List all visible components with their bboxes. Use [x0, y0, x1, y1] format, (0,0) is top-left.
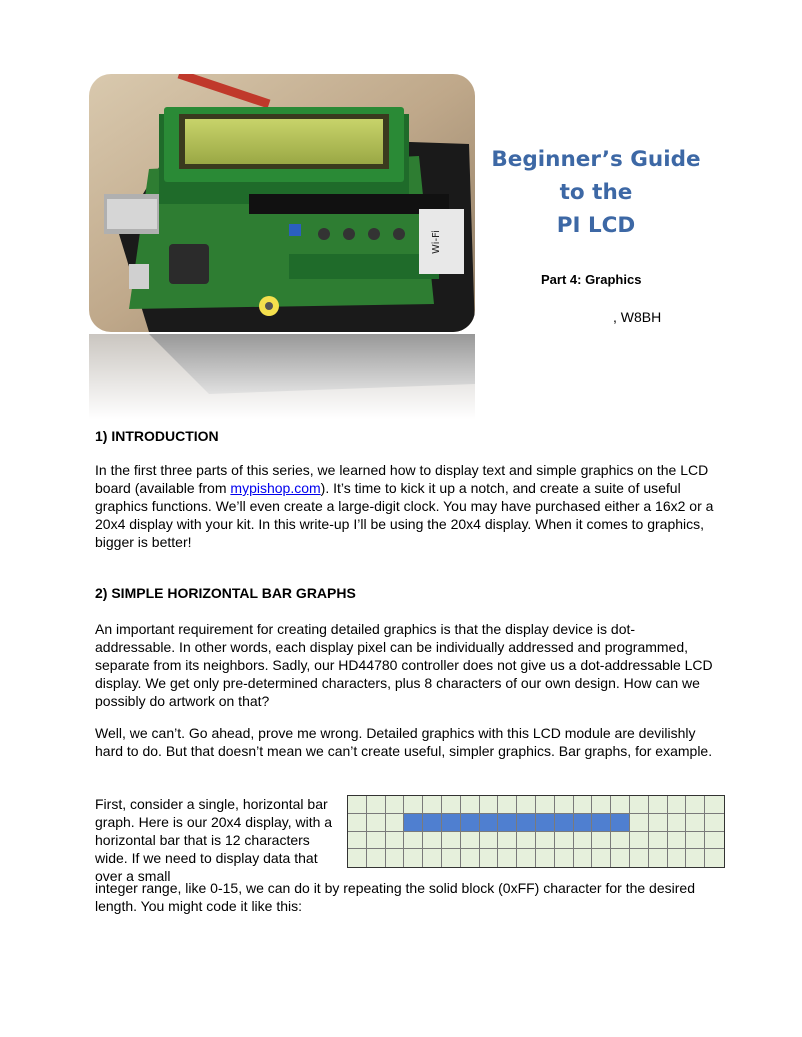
lcd-bar-cell: [611, 814, 630, 832]
lcd-cell: [461, 849, 480, 867]
lcd-cell: [592, 832, 611, 850]
lcd-cell: [480, 849, 499, 867]
lcd-cell: [442, 796, 461, 814]
lcd-cell: [649, 814, 668, 832]
lcd-cell: [367, 849, 386, 867]
lcd-bar-cell: [517, 814, 536, 832]
lcd-cell: [498, 832, 517, 850]
lcd-cell: [442, 849, 461, 867]
lcd-cell: [404, 796, 423, 814]
intro-text-after-link: ). It’s time to kick it up a notch, and create a suite of useful graphics functions. We’ll even create a large-digit clock. You may have purchased either a 16x2 or a 20x4 display with your kit. In this write-up I’ll be using the 20x4 display. When it comes to graphics, bigger is better!: [95, 480, 714, 550]
lcd-cell: [480, 832, 499, 850]
lcd-cell: [668, 832, 687, 850]
title-line-2: to the: [559, 180, 633, 205]
lcd-cell: [348, 814, 367, 832]
lcd-bar-cell: [498, 814, 517, 832]
lcd-cell: [649, 849, 668, 867]
intro-paragraph: [95, 461, 715, 551]
lcd-bar-cell: [461, 814, 480, 832]
lcd-bar-cell: [480, 814, 499, 832]
lcd-cell: [536, 849, 555, 867]
lcd-cell: [630, 814, 649, 832]
raspberry-pi-lcd-photo: [89, 74, 475, 332]
lcd-cell: [705, 814, 724, 832]
lcd-bar-cell: [442, 814, 461, 832]
wifi-dongle-label: Wi-Fi: [431, 230, 442, 254]
lcd-cell: [705, 796, 724, 814]
lcd-cell: [386, 796, 405, 814]
lcd-cell: [423, 796, 442, 814]
photo-reflection: [89, 334, 475, 419]
lcd-cell: [668, 849, 687, 867]
lcd-20x4-bar-graph: [347, 795, 725, 868]
bars-paragraph-2: Well, we can’t. Go ahead, prove me wrong. Detailed graphics with this LCD module are devilishly hard to do. But that doesn’t mean we can’t create useful, simpler graphics. Bar graphs, for example.: [95, 725, 713, 759]
lcd-cell: [480, 796, 499, 814]
bars-paragraph-1: An important requirement for creating detailed graphics is that the display device is dot-addressable. In other words, each display pixel can be individually addressed and programmed, separate from its neighbors. Sadly, our HD44780 controller does not give us a dot-addressable LCD display. We get only pre-determined characters, plus 8 characters of our own design. How can we possibly do artwork on that?: [95, 621, 713, 709]
lcd-bar-cell: [423, 814, 442, 832]
lcd-cell: [555, 849, 574, 867]
document-subtitle: Part 4: Graphics: [541, 272, 642, 287]
lcd-cell: [611, 796, 630, 814]
lcd-cell: [705, 849, 724, 867]
lcd-cell: [649, 832, 668, 850]
lcd-cell: [574, 849, 593, 867]
lcd-cell: [367, 832, 386, 850]
lcd-cell: [348, 832, 367, 850]
title-line-3: PI LCD: [556, 213, 636, 238]
lcd-cell: [367, 814, 386, 832]
lcd-cell: [611, 832, 630, 850]
lcd-cell: [705, 832, 724, 850]
bars-paragraph-3-full: integer range, like 0-15, we can do it by repeating the solid block (0xFF) character for the desired length. You might code it like this:: [95, 880, 695, 914]
mypishop-link[interactable]: mypishop.com: [230, 480, 321, 496]
lcd-cell: [348, 849, 367, 867]
header-photo: [89, 74, 475, 419]
lcd-cell: [555, 796, 574, 814]
lcd-cell: [498, 849, 517, 867]
lcd-cell: [423, 832, 442, 850]
lcd-cell: [668, 814, 687, 832]
lcd-cell: [517, 849, 536, 867]
lcd-cell: [630, 849, 649, 867]
lcd-cell: [386, 832, 405, 850]
lcd-cell: [517, 832, 536, 850]
lcd-cell: [555, 832, 574, 850]
lcd-cell: [574, 832, 593, 850]
lcd-cell: [498, 796, 517, 814]
bars-heading: 2) SIMPLE HORIZONTAL BAR GRAPHS: [95, 585, 356, 601]
lcd-cell: [686, 796, 705, 814]
lcd-cell: [461, 832, 480, 850]
lcd-bar-cell: [404, 814, 423, 832]
author-callsign: , W8BH: [613, 309, 662, 325]
lcd-cell: [442, 832, 461, 850]
intro-text-before-link: In the first three parts of this series, we learned how to display text and simple graphics on the LCD board (available from: [95, 462, 709, 496]
lcd-cell: [536, 796, 555, 814]
lcd-cell: [404, 849, 423, 867]
bars-paragraph-3-narrow: First, consider a single, horizontal bar graph. Here is our 20x4 display, with a horizontal bar that is 12 characters wide. If we need to display data that over a small: [95, 796, 333, 884]
lcd-cell: [630, 796, 649, 814]
lcd-cell: [386, 814, 405, 832]
lcd-cell: [367, 796, 386, 814]
lcd-bar-cell: [574, 814, 593, 832]
lcd-bar-cell: [555, 814, 574, 832]
lcd-cell: [461, 796, 480, 814]
lcd-bar-cell: [536, 814, 555, 832]
title-line-1: Beginner’s Guide: [491, 147, 701, 172]
lcd-cell: [649, 796, 668, 814]
lcd-cell: [386, 849, 405, 867]
lcd-cell: [686, 849, 705, 867]
lcd-cell: [630, 832, 649, 850]
lcd-cell: [574, 796, 593, 814]
lcd-bar-cell: [592, 814, 611, 832]
intro-heading: 1) INTRODUCTION: [95, 428, 219, 444]
lcd-cell: [423, 849, 442, 867]
lcd-cell: [348, 796, 367, 814]
lcd-cell: [404, 832, 423, 850]
lcd-cell: [611, 849, 630, 867]
lcd-cell: [686, 832, 705, 850]
lcd-cell: [517, 796, 536, 814]
lcd-cell: [592, 796, 611, 814]
document-title: [470, 143, 722, 242]
lcd-cell: [536, 832, 555, 850]
lcd-cell: [686, 814, 705, 832]
lcd-cell: [668, 796, 687, 814]
lcd-cell: [592, 849, 611, 867]
